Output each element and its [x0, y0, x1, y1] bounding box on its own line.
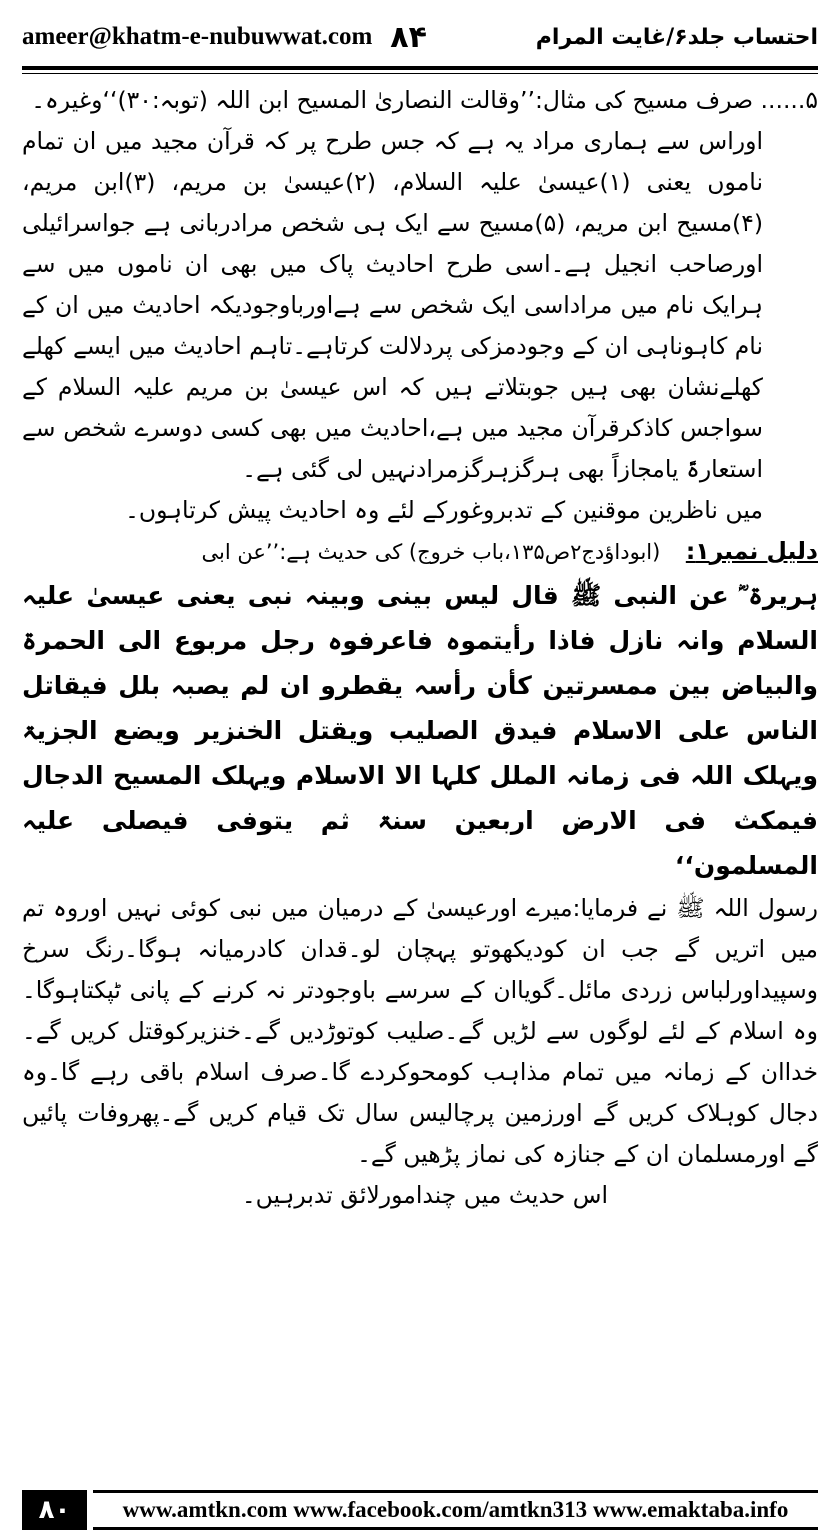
intro-paragraph: میں ناظرین موقنین کے تدبروغورکے لئے وہ احادیث پیش کرتاہوں۔ [125, 496, 763, 524]
hadith-translation: رسول اللہ ﷺ نے فرمایا:میرے اورعیسیٰ کے درمیان میں نبی کوئی نہیں اوروہ تم میں اتریں گے جب ان کودیکھوتو پہچان لو۔قدان کادرمیانہ ہوگا۔رنگ سرخ وسپیداورلباس زردی مائل۔گویاان کے سرسے باوجودتر نہ کرنے کے پانی ٹپکتاہوگا۔وہ اسلام کے لئے لوگوں سے لڑیں گے۔صلیب کوتوڑدیں گے۔خنزیرکوقتل کریں گے۔خداان کے زمانہ میں تمام مذاہب کومحوکردے گا۔صرف اسلام باقی رہے گا۔وہ دجال کوہلاک کریں گے اورزمین پرچالیس سال تک قیام کریں گے۔پھروفات پائیں گے اورمسلمان ان کے جنازہ کی نماز پڑھیں گے۔ [22, 894, 818, 1168]
header-rule-thick [22, 66, 818, 70]
evidence-heading [22, 531, 818, 573]
header-left [22, 20, 427, 55]
hadith-text: ہریرۃ ؓ عن النبی ﷺ قال لیس بینی وبینہ نبی یعنی عیسیٰ علیہ السلام وانہ نازل فاذا رأیتموہ فاعرفوہ رجل مربوع الی الحمرۃ والبیاض بین ممسرتین کأن رأسہ یقطرو ان لم یصبہ بلل فیقاتل الناس علی الاسلام فیدق الصلیب ویقتل الخنزیر ویضع الجزیۃ ویہلک اللہ فی زمانہ الملل کلہا الا الاسلام ویہلک المسیح الدجال فیمکث فی الارض اربعین سنۃ ثم یتوفی فیصلی علیہ المسلمون‘‘ [22, 581, 818, 880]
page-header [22, 12, 818, 62]
author-email[interactable]: ameer@khatm-e-nubuwwat.com [22, 23, 373, 50]
page-footer [22, 1490, 818, 1530]
header-rule-thin [22, 73, 818, 74]
closing-line: اس حدیث میں چندامورلائق تدبرہیں۔ [241, 1181, 608, 1209]
page-body [22, 80, 818, 1478]
header-page-number: ۸۴ [390, 19, 427, 55]
evidence-label: دلیل نمبر۱: [685, 537, 818, 565]
footer-page-number: ۸۰ [22, 1490, 87, 1530]
footer-links[interactable]: www.amtkn.com www.facebook.com/amtkn313 www.emaktaba.info [93, 1490, 818, 1530]
book-title: احتساب جلد۶/غایت المرام [535, 24, 818, 50]
evidence-reference: (ابوداؤدج۲ص۱۳۵،باب خروج) کی حدیث ہے:’’عن ابی [201, 540, 661, 564]
explanation-paragraph: اوراس سے ہماری مراد یہ ہے کہ جس طرح پر کہ قرآن مجید میں ان تمام ناموں یعنی (۱)عیسیٰ علیہ السلام، (۲)عیسیٰ بن مریم، (۳)ابن مریم، (۴)مسیح ابن مریم، (۵)مسیح سے ایک ہی شخص مرادربانی ہے جواسرائیلی اورصاحب انجیل ہے۔اسی طرح احادیث پاک میں بھی ان ناموں میں سے ہرایک نام میں مراداسی ایک شخص سے ہےاورباوجودیکہ احادیث میں ان کے نام کاہوناہی ان کے وجودمزکی پردلالت کرتاہے۔تاہم احادیث میں ایسے کھلے کھلےنشان بھی ہیں جوبتلاتے ہیں کہ اس عیسیٰ بن مریم علیہ السلام کے سواجس کاذکرقرآن مجید میں ہے،احادیث میں بھی کسی دوسرے شخص سے استعارۃً یامجازاً بھی ہرگزہرگزمرادنہیں لی گئی ہے۔ [22, 127, 763, 483]
example-paragraph: ۵...... صرف مسیح کی مثال:’’وقالت النصاریٰ المسیح ابن اللہ (توبہ:۳۰)‘‘وغیرہ۔ [31, 86, 818, 114]
